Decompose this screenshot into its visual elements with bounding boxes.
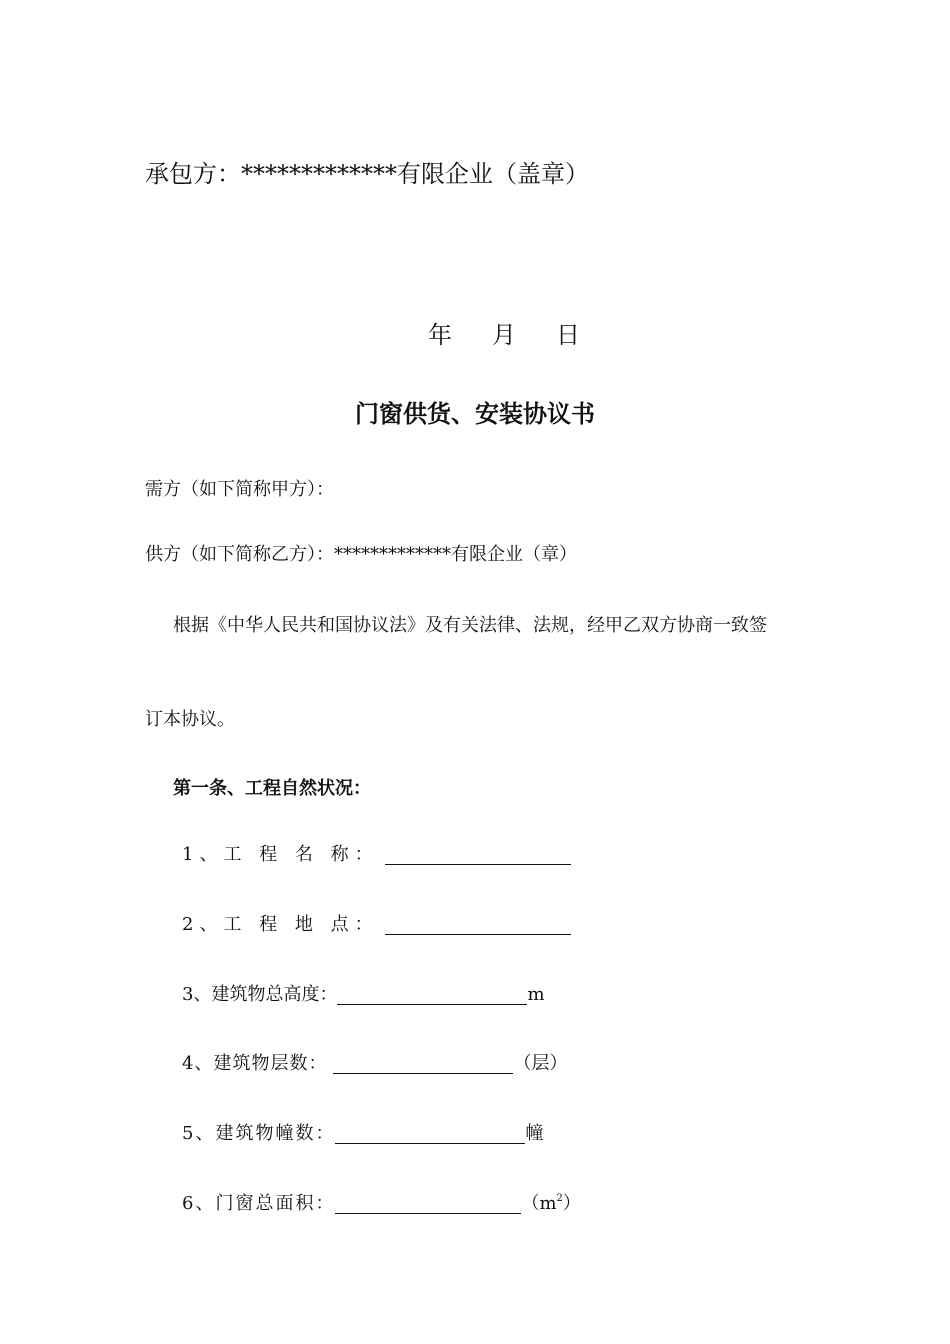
document-title: 门窗供货、安装协议书 (355, 399, 595, 428)
date-year-label: 年 (428, 321, 452, 349)
item-project-location (182, 916, 571, 934)
item-project-name (182, 846, 571, 864)
item-label: 1、工 程 名 称： (182, 844, 379, 865)
item-label: 3、建筑物总高度： (182, 984, 338, 1005)
date-day-label: 日 (556, 321, 580, 349)
fill-in-blank[interactable] (335, 1195, 521, 1214)
fill-in-blank[interactable] (335, 1125, 525, 1144)
party-b-line: 供方（如下简称乙方）：*************有限企业（章） (145, 544, 577, 565)
preamble-line-1: 根据《中华人民共和国协议法》及有关法律、法规，经甲乙双方协商一致签 (173, 615, 767, 636)
article-1-heading: 第一条、工程自然状况： (173, 778, 371, 799)
item-label: 5、建筑物幢数： (182, 1123, 336, 1144)
fill-in-blank[interactable] (385, 846, 571, 865)
item-label: 2、工 程 地 点： (182, 914, 379, 935)
fill-in-blank[interactable] (385, 916, 571, 935)
date-month-label: 月 (492, 321, 516, 349)
item-label: 6、门窗总面积： (182, 1193, 336, 1214)
item-building-floors (182, 1055, 567, 1073)
item-unit: $(m^2)$ (521, 1193, 581, 1214)
item-building-height (182, 986, 545, 1004)
preamble-line-2: 订本协议。 (145, 709, 235, 730)
fill-in-blank[interactable] (337, 986, 527, 1005)
fill-in-blank[interactable] (333, 1055, 513, 1074)
item-label: 4、建筑物层数： (182, 1053, 328, 1074)
item-unit: m (527, 984, 545, 1005)
item-unit: （层） (513, 1053, 568, 1074)
item-window-total-area (182, 1195, 581, 1213)
signing-date (428, 323, 580, 347)
item-unit: 幢 (525, 1123, 544, 1144)
item-building-count (182, 1125, 543, 1143)
contractor-signature-line: 承包方：*************有限企业（盖章） (145, 160, 589, 188)
party-a-line: 需方（如下简称甲方）： (145, 479, 334, 500)
